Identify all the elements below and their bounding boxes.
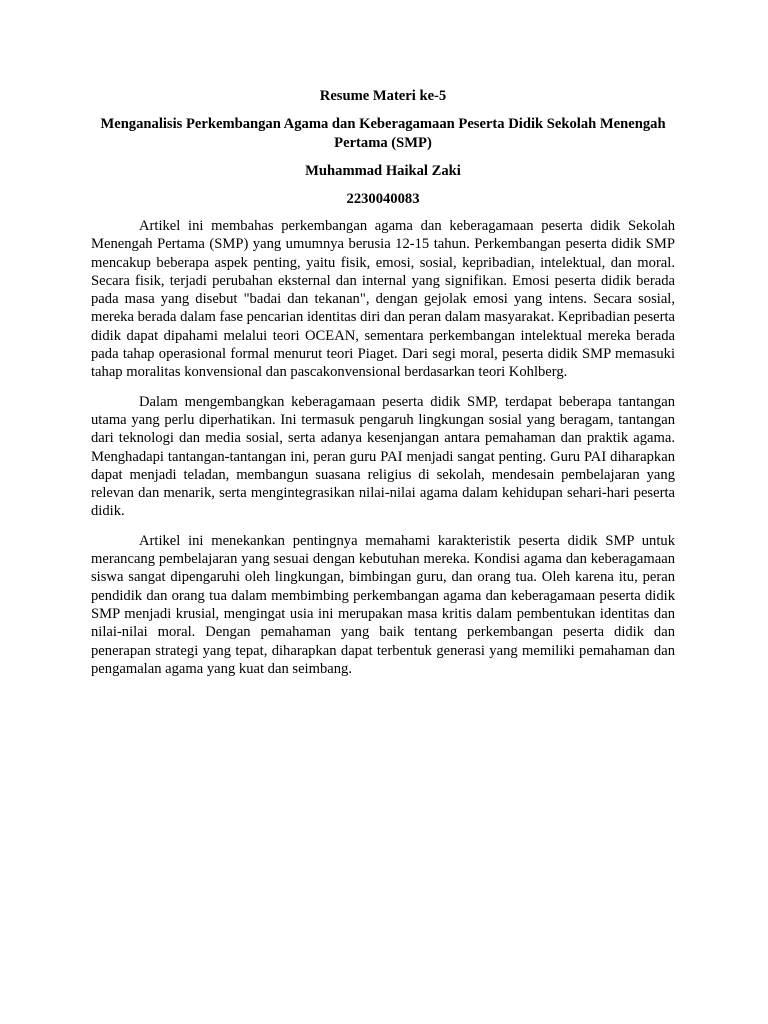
- author-name: Muhammad Haikal Zaki: [305, 163, 461, 179]
- paragraph-2: Dalam mengembangkan keberagamaan peserta didik SMP, terdapat beberapa tantangan utama yang perlu diperhatikan. Ini termasuk pengaruh lingkungan sosial yang beragam, tantangan dari teknologi dan media sosial, serta adanya kesenjangan antara pemahaman dan praktik agama. Menghadapi tantangan-tantangan ini, peran guru PAI menjadi sangat penting. Guru PAI diharapkan dapat menjadi teladan, membangun suasana religius di sekolah, mendesain pembelajaran yang relevan dan menarik, serta mengintegrasikan nilai-nilai agama dalam kehidupan sehari-hari peserta didik.: [91, 393, 675, 520]
- resume-label: Resume Materi ke-5: [319, 88, 447, 104]
- document-title: Menganalisis Perkembangan Agama dan Keberagamaan Peserta Didik Sekolah Menengah Pertama (SMP): [100, 116, 666, 151]
- paragraph-1: Artikel ini membahas perkembangan agama dan keberagamaan peserta didik Sekolah Menengah Pertama (SMP) yang umumnya berusia 12-15 tahun. Perkembangan peserta didik SMP mencakup beberapa aspek penting, yaitu fisik, emosi, sosial, kepribadian, intelektual, dan moral. Secara fisik, terjadi perubahan eksternal dan internal yang signifikan. Emosi peserta didik berada pada masa yang disebut "badai dan tekanan", dengan gejolak emosi yang intens. Secara sosial, mereka berada dalam fase pencarian identitas diri dan peran dalam masyarakat. Kepribadian peserta didik dapat dipahami melalui teori OCEAN, sementara perkembangan intelektual mereka berada pada tahap operasional formal menurut teori Piaget. Dari segi moral, peserta didik SMP memasuki tahap moralitas konvensional dan pascakonvensional berdasarkan teori Kohlberg.: [91, 218, 675, 381]
- paragraph-3: Artikel ini menekankan pentingnya memahami karakteristik peserta didik SMP untuk merancang pembelajaran yang sesuai dengan kebutuhan mereka. Kondisi agama dan keberagamaan siswa sangat dipengaruhi oleh lingkungan, bimbingan guru, dan orang tua. Oleh karena itu, peran pendidik dan orang tua dalam membimbing perkembangan agama dan keberagamaan peserta didik SMP menjadi krusial, mengingat usia ini merupakan masa kritis dalam pembentukan identitas dan nilai-nilai moral. Dengan pemahaman yang baik tentang perkembangan peserta didik dan penerapan strategi yang tepat, diharapkan dapat terbentuk generasi yang memiliki pemahaman dan pengamalan agama yang kuat dan seimbang.: [91, 532, 675, 677]
- document-page: [91, 87, 675, 689]
- student-id: 2230040083: [346, 191, 420, 207]
